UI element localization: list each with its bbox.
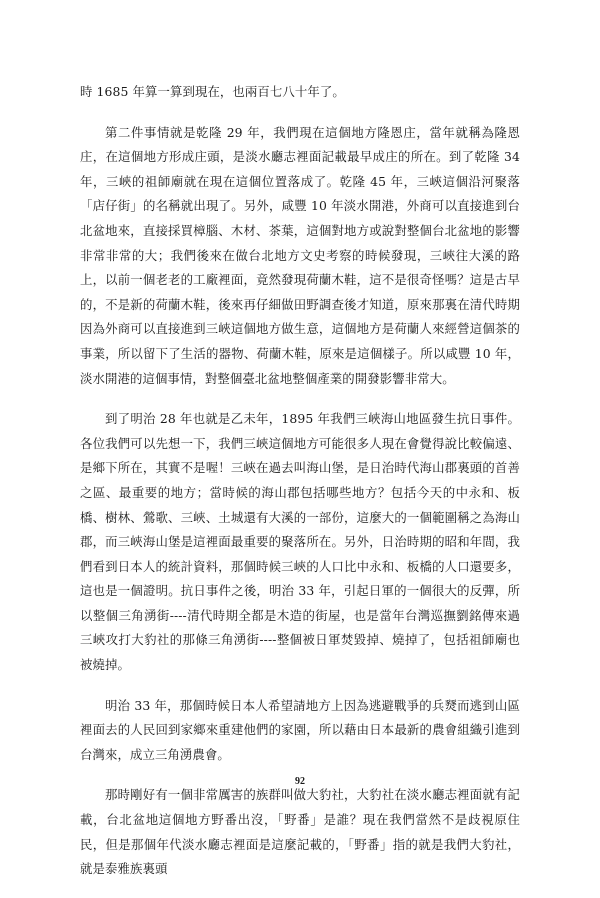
paragraph-3: 到了明治 28 年也就是乙未年，1895 年我們三峽海山地區發生抗日事件。各位我們可以先想一下，我們三峽這個地方可能很多人現在會覺得說比較偏遠、是鄉下所在，其實不是喔！三峽在過去叫海山堡，是日治時代海山郡裏頭的首善之區、最重要的地方；當時候的海山郡包括哪些地方？包括今天的中永和、板橋、樹林、鶯歌、三峽、土城還有大溪的一部份，這麼大的一個範圍稱之為海山郡，而三峽海山堡是這裡面最重要的聚落所在。另外，日治時期的昭和年間，我們看到日本人的統計資料，那個時候三峽的人口比中永和、板橋的人口還要多，這也是一個證明。抗日事件之後，明治 33 年，引起日軍的一個很大的反彈，所以整個三角湧街----清代時期全都是木造的街屋，也是當年台灣巡撫劉銘傳來過三峽攻打大豹社的那條三角湧街----整個被日軍焚毀掉、燒掉了，包括祖師廟也被燒掉。 [80,411,520,673]
page-number: 92 [295,776,305,787]
paragraph-5: 那時剛好有一個非常厲害的族群叫做大豹社，大豹社在淡水廳志裡面就有記載，台北盆地這個地方野番出沒，「野番」是誰？現在我們當然不是歧視原住民，但是那個年代淡水廳志裡面是這麼記載的，「野番」指的就是我們大豹社，就是泰雅族裏頭 [80,787,520,877]
paragraph-4: 明治 33 年，那個時候日本人希望請地方上因為逃避戰爭的兵燹而逃到山區裡面去的人民回到家鄉來重建他們的家園，所以藉由日本最新的農會組織引進到台灣來，成立三角湧農會。 [80,697,520,762]
paragraph-2: 第二件事情就是乾隆 29 年，我們現在這個地方隆恩庄，當年就稱為隆恩庄，在這個地方形成庄頭，是淡水廳志裡面記載最早成庄的所在。到了乾隆 34 年，三峽的祖師廟就在現在這個位置落成了。乾隆 45 年，三峽這個沿河聚落「店仔街」的名稱就出現了。另外，咸豐 10 年淡水開港，外商可以直接進到台北盆地來，直接採買樟腦、木材、茶葉，這個對地方或說對整個台北盆地的影響非常非常的大；我們後來在做台北地方文史考察的時候發現，三峽往大溪的路上，以前一個老老的工廠裡面，竟然發現荷蘭木鞋，這不是很奇怪嗎？這是古早的，不是新的荷蘭木鞋，後來再仔細做田野調查後才知道，原來那裏在清代時期因為外商可以直接進到三峽這個地方做生意，這個地方是荷蘭人來經營這個茶的事業，所以留下了生活的器物、荷蘭木鞋，原來是這個樣子。所以咸豐 10 年，淡水開港的這個事情，對整個臺北盆地整個產業的開發影響非常大。 [80,124,520,386]
paragraph-1: 時 1685 年算一算到現在，也兩百七八十年了。 [80,84,345,99]
